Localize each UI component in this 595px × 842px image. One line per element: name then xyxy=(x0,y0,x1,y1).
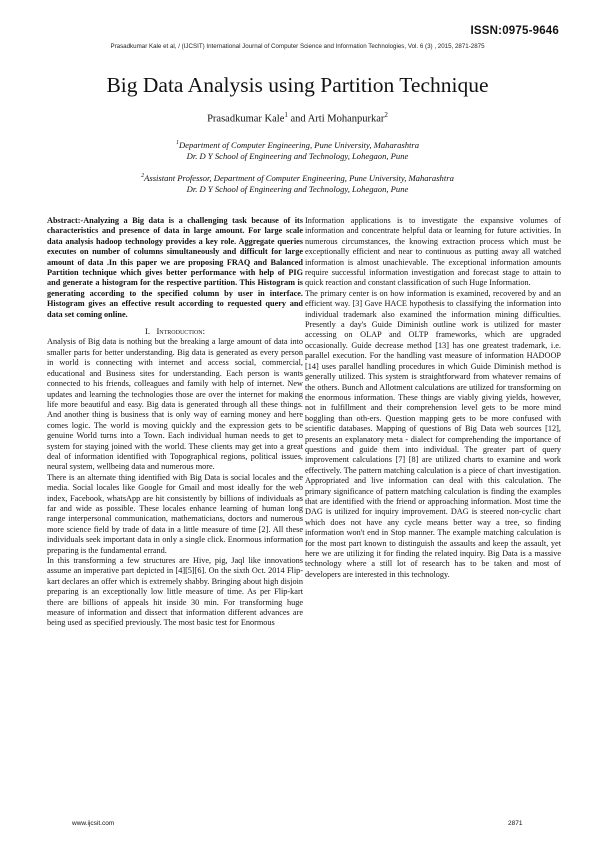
affiliation-1-line1 xyxy=(0,138,595,151)
affiliation-2-mark: 2 xyxy=(141,173,145,179)
affiliation-1-department: Department of Computer Engineering, Pune University, Maharashtra xyxy=(178,139,420,150)
body-paragraph: In this transforming a few structures are Hive, pig, Jaql like innovations assume an imperative part depicted in [4][5][6]. On the sixth Oct. 2014 Flip-kart declares an offer which is extremely shabby. Bringing about high disjoin preparing is an exceptionally low little measure of time. As per Flip-kart there are billions of appeals hit inside 30 min. For transforming huge measure of information and dissect that information different advances are being used as specified previously. The most basic test for Enormous xyxy=(47,556,303,628)
page-number: 2871 xyxy=(508,820,523,827)
body-paragraph: The primary center is on how information is examined, recovered by and an efficient way. [3] Gave HACE hypothesis to classifying the information into individual trademark also examined the information mining difficulties. Presently a day's Guide Diminish outline work is utilized for master accessing on OLAP and OLTP frameworks, which are upgraded occasionally. Guide decrease method [13] has one greatest trademark, i.e. parallel execution. For the handling vast measure of information HADOOP [14] uses parallel handling procedures in which Guide Diminish method is generally utilized. This system is straightforward from whatever remains of the others. Bunch and Allotment calculations are utilized for transforming on the enormous information. These things are viably giving yields, however, not in fulfillment and their comprehension level gets to be more mind boggling than oth-ers. Question mapping gets to be more confused with scientific databases. Mapping of questions of Big Data web sources [12], presents an explanatory meta - dialect for comprehending the importance of questions and guide them into individual. The greater part of query improvement calculations [7] [8] are utilized charts to examine and work effectively. The pattern matching calculation is a piece of chart investigation. Appropriated and live information can deal with this calculation. The primary significance of pattern matching calculation is finding the examples that are identified with the friend or approaching information. Most time the DAG is utilized for inquiry improvement. DAG is steered non-cyclic chart which does not have any cycle means better way a tree, so finding information won't end in Stop manner. The example matching calculation is for the most part known to distinguish the assaults and keep the assault, yet here we are utilizing it for finding the related inquiry. Big Data is a massive technology where a still lot of research has to be taken and most of developers are interested in this technology. xyxy=(305,288,561,579)
affiliation-2-line1 xyxy=(0,171,595,184)
running-head: Prasadkumar Kale et al, / (IJCSIT) International Journal of Computer Science and Information Technologies, Vol. 6 (3) , 2015, 2871-2875 xyxy=(110,43,485,50)
affiliation-2-line2: Dr. D Y School of Engineering and Technology, Lohegaon, Pune xyxy=(186,184,409,195)
author-joiner: and xyxy=(287,113,308,125)
affiliation-2 xyxy=(0,171,595,196)
affiliation-1-line2: Dr. D Y School of Engineering and Technology, Lohegaon, Pune xyxy=(186,151,409,162)
affiliation-1 xyxy=(0,138,595,163)
issn-label: ISSN:0975-9646 xyxy=(470,25,559,37)
affiliation-2-department: Assistant Professor, Department of Computer Engineering, Pune University, Maharashtra xyxy=(144,172,454,183)
section-number: I. xyxy=(144,326,150,337)
body-paragraph: Analysis of Big data is nothing but the breaking a large amount of data into smaller parts for better understanding. Big data is generated as every person in world is connecting with internet and access social, commercial, educational and Business sites for understanding. Each person is wants connected to his friends, colleagues and family with help of internet. New updates and learning the technologies those are over the internet for making life more beautiful and easy. Big data is generated through all these things. And another thing is business that is only way of earning money and here comes logic. The world is moving quickly and the expression gets to be genuine World turns into a Town. Each individual human needs to get to system for staying joined with the world. These clients may get into a great deal of information identified with Topographical regions, political issues, neural system, wellbeing data and numerous more. xyxy=(47,337,303,472)
author-1-mark: 1 xyxy=(284,111,288,119)
body-paragraph: Information applications is to investigate the expansive volumes of information and concentrate helpful data or learning for future activities. In numerous circumstances, the knowing extraction process which must be exceptionally efficient and near to continuous as putting away all watched information is almost unachievable. The exceptional information amounts require successful information investigation and forecast stage to attain to quick reaction and constant classification of such Huge Information. xyxy=(305,216,561,288)
paper-title: Big Data Analysis using Partition Technique xyxy=(106,73,489,97)
right-column xyxy=(305,216,561,580)
body-paragraph: There is an alternate thing identified with Big Data is social locales and the media. Social locales like Google for Gmail and most ideally for the web index, Facebook, whatsApp are hit consistently by billions of individuals as far and wide as possible. These locales enhance learning of human long range interpersonal communication, mathematicians, doctors and numerous more science field by trade of data in a little measure of time [2]. All these individuals seek important data in only a single click. Enormous information preparing is the fundamental errand. xyxy=(47,472,303,555)
section-title: Introduction: xyxy=(156,326,206,337)
abstract: Abstract:-Analyzing a Big data is a challenging task because of its characteristics and presence of data in large amount. For large scale data analysis hadoop technology provides a key role. Aggregate queries executes on number of columns simultaneously and difficult for large amount of data .In this paper we are proposing FRAQ and Balanced Partition technique which gives better performance with help of PIG and generate a histogram for the respective partition. This Histogram is generating according to the specified column by user in interface. Histogram gives an effective result according to requested query and data set coming online. xyxy=(47,216,303,319)
author-2-mark: 2 xyxy=(384,111,388,119)
section-heading-introduction xyxy=(47,326,303,336)
author-2: Arti Mohanpurkar xyxy=(307,113,385,125)
left-column xyxy=(47,216,303,629)
author-line xyxy=(0,111,595,125)
author-1: Prasadkumar Kale xyxy=(207,113,285,125)
footer-url: www.ijcsit.com xyxy=(72,820,115,827)
affiliation-1-mark: 1 xyxy=(175,140,179,146)
